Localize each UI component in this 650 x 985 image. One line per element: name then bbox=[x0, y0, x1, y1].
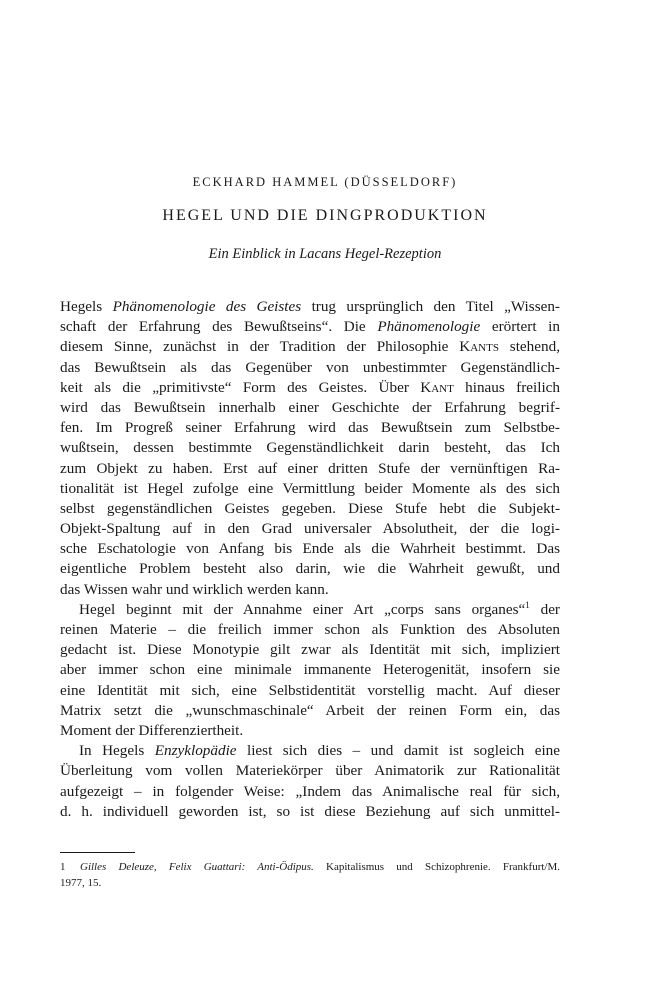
text-line: zum Objekt zu haben. Erst auf einer dritten Stufe der vernünftigen Ra- bbox=[60, 459, 560, 477]
body-text bbox=[60, 297, 560, 822]
book-title: Enzyklopädie bbox=[154, 742, 237, 760]
text-line: das Wissen wahr und wirklich werden kann. bbox=[60, 580, 329, 598]
text-line: Moment der Differenziertheit. bbox=[60, 721, 244, 739]
text-line: das Bewußtsein als das Gegenüber von unbestimmter Gegenständlich- bbox=[60, 358, 560, 376]
text-line: keit als die „primitivste“ Form des Geistes. Über Kant hinaus freilich bbox=[60, 378, 560, 396]
text-line: Überleitung vom vollen Materiekörper über Animatorik zur Rationalität bbox=[60, 762, 560, 780]
text-line: eigentliche Problem besteht also darin, wie die Wahrheit gewußt, und bbox=[60, 560, 560, 578]
text-line: sche Eschatologie von Anfang bis Ende als die Wahrheit bestimmt. Das bbox=[60, 540, 560, 558]
text-line: diesem Sinne, zunächst in der Tradition der Philosophie Kants stehend, bbox=[60, 338, 560, 356]
text-line: d. h. individuell geworden ist, so ist diese Beziehung auf sich unmittel- bbox=[60, 802, 560, 820]
article-title: HEGEL UND DIE DINGPRODUKTION bbox=[162, 207, 488, 224]
text-line: tionalität ist Hegel zufolge eine Vermittlung beider Momente als des sich bbox=[60, 479, 560, 497]
text-line: reinen Materie – die freilich immer schon als Funktion des Absoluten bbox=[60, 621, 560, 638]
footnote-authors: Gilles Deleuze, Felix Guattari: Anti-Ödipus. bbox=[80, 861, 314, 873]
text-line: fen. Im Progreß seiner Erfahrung wird das Bewußtsein zum Selbstbe- bbox=[60, 419, 560, 437]
text-line: aber immer schon eine minimale immanente Heterogenität, insofern sie bbox=[60, 661, 560, 679]
text-line: Hegels Phänomenologie des Geistes trug ursprünglich den Titel „Wissen- bbox=[60, 298, 560, 315]
footnote bbox=[60, 859, 560, 891]
author-name: Kant bbox=[420, 378, 454, 396]
text-line: Hegel beginnt mit der Annahme einer Art „corps sans organes“$^1$ der bbox=[79, 599, 560, 618]
book-title: Phänomenologie bbox=[377, 318, 481, 336]
footnote-ref: 1 bbox=[525, 599, 530, 610]
article-subtitle: Ein Einblick in Lacans Hegel-Rezeption bbox=[208, 246, 442, 262]
text-line: In Hegels Enzyklopädie liest sich dies – und damit ist sogleich eine bbox=[79, 742, 560, 760]
text-line: Matrix setzt die „wunschmaschinale“ Arbeit der reinen Form ein, das bbox=[60, 701, 560, 719]
text-line: eine Identität mit sich, eine Selbstidentität vorstellig macht. Auf dieser bbox=[60, 681, 560, 699]
author-name: Kants bbox=[459, 338, 499, 356]
text-line: wird das Bewußtsein innerhalb einer Geschichte der Erfahrung begrif- bbox=[60, 398, 560, 416]
book-title: Phänomenologie des Geistes bbox=[112, 298, 302, 315]
footnote-line: 1977, 15. bbox=[60, 877, 102, 889]
text-line: Objekt-Spaltung auf in den Grad universaler Absolutheit, der die logi- bbox=[60, 520, 560, 538]
article-author: ECKHARD HAMMEL (DÜSSELDORF) bbox=[192, 175, 458, 189]
text-line: aufgezeigt – in folgender Weise: „Indem das Animalische real für sich, bbox=[60, 782, 560, 800]
text-line: selbst gegenständlichen Geistes gegeben. Diese Stufe hebt die Subjekt- bbox=[60, 499, 560, 517]
text-line: wußtsein, dessen bestimmte Gegenständlichkeit darin besteht, das Ich bbox=[60, 439, 560, 457]
text-line: gedacht ist. Diese Monotypie gilt zwar als Identität mit sich, impliziert bbox=[60, 641, 560, 659]
footnote-number: 1 bbox=[60, 861, 66, 873]
footnote-rule bbox=[60, 852, 135, 853]
text-line: schaft der Erfahrung des Bewußtseins“. Die Phänomenologie erörtert in bbox=[60, 318, 560, 336]
footnote-line: 1 Gilles Deleuze, Felix Guattari: Anti-Ödipus. Kapitalismus und Schizophrenie. Frankfurt/M. bbox=[60, 861, 561, 873]
